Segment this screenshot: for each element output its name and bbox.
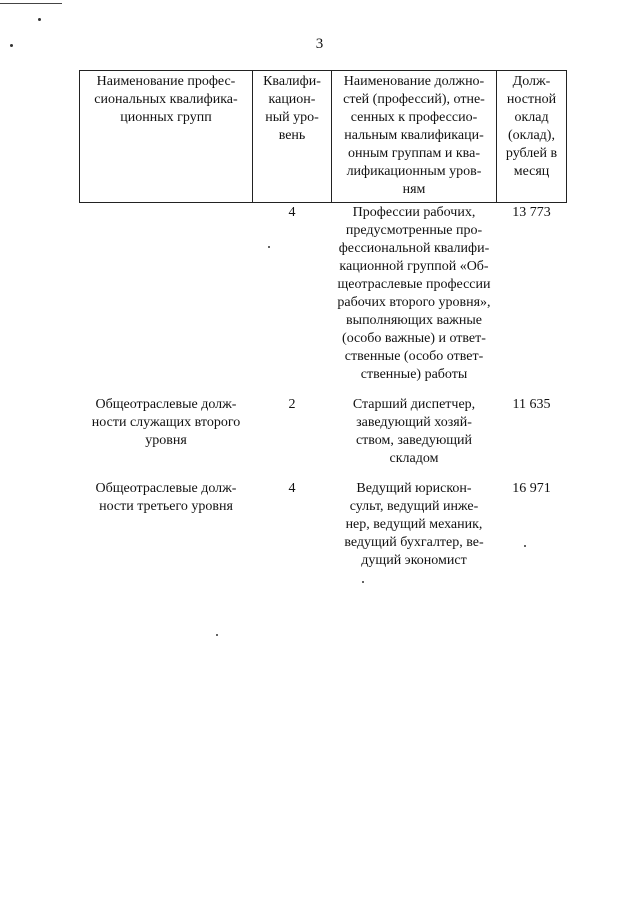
cell-line: нер, ведущий механик, bbox=[345, 517, 483, 532]
cell-level: 4 bbox=[288, 481, 296, 496]
cell-line: сиональных квалифика- bbox=[94, 92, 238, 107]
cell-group bbox=[80, 479, 253, 581]
cell-line: Наименование профес- bbox=[96, 74, 236, 89]
cell-line: заведующий хозяй- bbox=[356, 415, 472, 430]
cell-line: ням bbox=[402, 182, 426, 197]
cell-line: выполняющих важные bbox=[346, 313, 482, 328]
cell-positions bbox=[332, 479, 497, 581]
cell-line: ведущий бухгалтер, ве- bbox=[344, 535, 484, 550]
cell-level: 2 bbox=[288, 397, 296, 412]
cell-line: Квалифи- bbox=[263, 74, 321, 89]
cell-line: уровня bbox=[145, 433, 187, 448]
cell-line: оклад bbox=[514, 110, 549, 125]
cell-line: фессиональной квалифи- bbox=[338, 241, 490, 256]
cell-line: кацион- bbox=[268, 92, 316, 107]
page-number: 3 bbox=[315, 36, 324, 52]
cell-line: нальным квалификаци- bbox=[344, 128, 484, 143]
scan-speck bbox=[268, 246, 270, 248]
cell-salary: 13 773 bbox=[512, 205, 551, 220]
cell-line: лификационным уров- bbox=[346, 164, 482, 179]
cell-line: (оклад), bbox=[508, 128, 555, 143]
header-salary bbox=[497, 71, 567, 203]
scan-speck bbox=[38, 18, 41, 21]
cell-line: рабочих второго уровня», bbox=[337, 295, 491, 310]
cell-line: Общеотраслевые долж- bbox=[95, 397, 237, 412]
salary-table bbox=[79, 70, 567, 581]
cell-line: Старший диспетчер, bbox=[352, 397, 476, 412]
cell-line: ством, заведующий bbox=[355, 433, 473, 448]
cell-line: кационной группой «Об- bbox=[339, 259, 489, 274]
cell-line: ционных групп bbox=[120, 110, 212, 125]
table-row bbox=[80, 203, 567, 396]
header-positions bbox=[332, 71, 497, 203]
cell-line: ственные) работы bbox=[360, 367, 468, 382]
cell-group bbox=[80, 203, 253, 396]
cell-line: вень bbox=[278, 128, 306, 143]
scan-speck bbox=[524, 545, 526, 547]
cell-line: Ведущий юрискон- bbox=[356, 481, 472, 496]
cell-level: 4 bbox=[288, 205, 296, 220]
cell-line: Общеотраслевые долж- bbox=[95, 481, 237, 496]
cell-line: рублей в bbox=[505, 146, 558, 161]
header-group-name bbox=[80, 71, 253, 203]
cell-line: складом bbox=[389, 451, 439, 466]
cell-line: Наименование должно- bbox=[343, 74, 485, 89]
cell-line: дущий экономист bbox=[361, 553, 467, 568]
cell-line: онным группам и ква- bbox=[348, 146, 480, 161]
cell-line: ности служащих второго bbox=[91, 415, 241, 430]
cell-line: ственные (особо ответ- bbox=[344, 349, 484, 364]
cell-line: ностной bbox=[506, 92, 557, 107]
cell-group bbox=[80, 395, 253, 479]
cell-positions bbox=[332, 395, 497, 479]
cell-line: Долж- bbox=[512, 74, 551, 89]
cell-line: щеотраслевые профессии bbox=[337, 277, 491, 292]
scan-speck bbox=[362, 581, 364, 583]
cell-line: сульт, ведущий инже- bbox=[349, 499, 479, 514]
cell-salary: 11 635 bbox=[512, 397, 551, 412]
cell-line: ный уро- bbox=[265, 110, 319, 125]
cell-line: Профессии рабочих, bbox=[352, 205, 476, 220]
table-header-row bbox=[80, 71, 567, 203]
cell-salary: 16 971 bbox=[512, 481, 551, 496]
cell-line: (особо важные) и ответ- bbox=[342, 331, 486, 346]
scan-speck bbox=[216, 634, 218, 636]
table-row bbox=[80, 395, 567, 479]
cell-line: предусмотренные про- bbox=[345, 223, 483, 238]
header-qualification-level bbox=[253, 71, 332, 203]
cell-line: стей (профессий), отне- bbox=[343, 92, 485, 107]
cell-line: месяц bbox=[513, 164, 550, 179]
cell-line: сенных к профессио- bbox=[350, 110, 478, 125]
cell-positions bbox=[332, 203, 497, 396]
scan-mark bbox=[0, 3, 62, 4]
table-row bbox=[80, 479, 567, 581]
cell-line: ности третьего уровня bbox=[99, 499, 233, 514]
